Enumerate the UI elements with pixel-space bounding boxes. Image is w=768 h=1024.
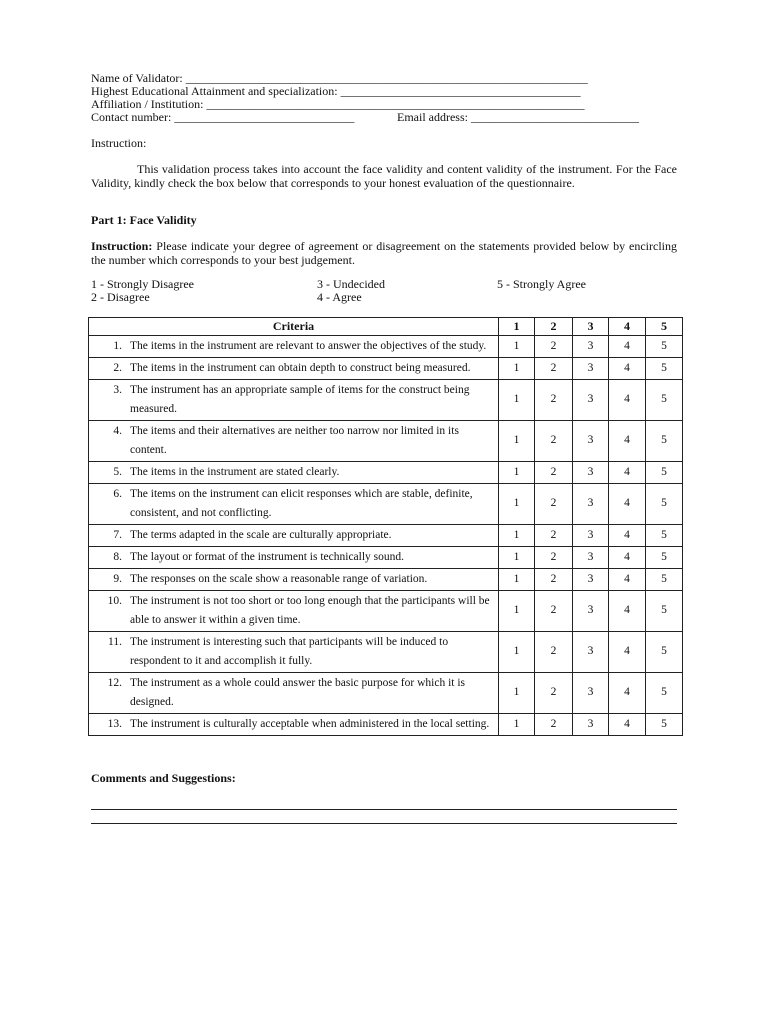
score-option-5[interactable]: 5 xyxy=(646,714,683,736)
score-option-2[interactable]: 2 xyxy=(535,714,573,736)
score-option-2[interactable]: 2 xyxy=(535,462,573,484)
score-option-2[interactable]: 2 xyxy=(535,569,573,591)
table-row xyxy=(89,525,683,547)
criteria-cell xyxy=(89,547,499,569)
score-option-3[interactable]: 3 xyxy=(573,484,609,525)
score-option-3[interactable]: 3 xyxy=(573,358,609,380)
score-option-2[interactable]: 2 xyxy=(535,358,573,380)
score-option-2[interactable]: 2 xyxy=(535,673,573,714)
scale-strongly-disagree: 1 - Strongly Disagree xyxy=(91,277,194,291)
score-option-4[interactable]: 4 xyxy=(609,484,646,525)
email-address-field[interactable]: Email address: ____________________________ xyxy=(397,110,639,124)
table-row xyxy=(89,358,683,380)
table-header-row xyxy=(89,318,683,336)
criteria-body xyxy=(89,336,683,736)
score-header-3: 3 xyxy=(573,318,609,336)
scale-strongly-agree: 5 - Strongly Agree xyxy=(497,277,586,291)
score-option-1[interactable]: 1 xyxy=(499,462,535,484)
comments-line-1[interactable] xyxy=(91,809,677,810)
score-option-1[interactable]: 1 xyxy=(499,569,535,591)
criteria-number: 3. xyxy=(113,384,122,396)
criteria-cell xyxy=(89,421,499,462)
criteria-cell xyxy=(89,569,499,591)
criteria-text: The responses on the scale show a reasonable range of variation. xyxy=(130,573,428,585)
validator-name-field[interactable]: Name of Validator: ___________________________________________________________________ xyxy=(91,71,588,85)
score-option-5[interactable]: 5 xyxy=(646,591,683,632)
criteria-cell xyxy=(89,673,499,714)
comments-title: Comments and Suggestions: xyxy=(91,771,236,785)
score-option-3[interactable]: 3 xyxy=(573,569,609,591)
score-option-5[interactable]: 5 xyxy=(646,569,683,591)
criteria-number: 12. xyxy=(107,677,122,689)
score-option-3[interactable]: 3 xyxy=(573,421,609,462)
score-option-2[interactable]: 2 xyxy=(535,547,573,569)
criteria-number: 13. xyxy=(107,718,122,730)
table-row xyxy=(89,336,683,358)
score-option-5[interactable]: 5 xyxy=(646,484,683,525)
score-option-1[interactable]: 1 xyxy=(499,484,535,525)
score-option-5[interactable]: 5 xyxy=(646,421,683,462)
criteria-text: The items in the instrument are relevant to answer the objectives of the study. xyxy=(130,340,487,352)
score-option-4[interactable]: 4 xyxy=(609,525,646,547)
score-option-2[interactable]: 2 xyxy=(535,421,573,462)
score-option-2[interactable]: 2 xyxy=(535,525,573,547)
criteria-text: The items on the instrument can elicit responses which are stable, definite, consistent, and not conflicting. xyxy=(130,488,473,519)
table-row xyxy=(89,591,683,632)
score-option-4[interactable]: 4 xyxy=(609,547,646,569)
criteria-number: 7. xyxy=(113,529,122,541)
score-option-2[interactable]: 2 xyxy=(535,336,573,358)
criteria-number: 5. xyxy=(113,466,122,478)
table-row xyxy=(89,547,683,569)
criteria-cell xyxy=(89,336,499,358)
criteria-text: The items and their alternatives are neither too narrow nor limited in its content. xyxy=(130,425,459,456)
table-row xyxy=(89,462,683,484)
criteria-cell xyxy=(89,358,499,380)
score-option-3[interactable]: 3 xyxy=(573,632,609,673)
criteria-cell xyxy=(89,714,499,736)
score-option-4[interactable]: 4 xyxy=(609,421,646,462)
table-row xyxy=(89,673,683,714)
criteria-text: The items in the instrument can obtain depth to construct being measured. xyxy=(130,362,471,374)
score-option-4[interactable]: 4 xyxy=(609,632,646,673)
score-option-2[interactable]: 2 xyxy=(535,632,573,673)
table-row xyxy=(89,421,683,462)
scale-legend-row-1 xyxy=(91,278,677,292)
score-header-4: 4 xyxy=(609,318,646,336)
table-row xyxy=(89,569,683,591)
table-row xyxy=(89,484,683,525)
score-option-1[interactable]: 1 xyxy=(499,358,535,380)
score-option-3[interactable]: 3 xyxy=(573,714,609,736)
score-option-1[interactable]: 1 xyxy=(499,421,535,462)
score-option-3[interactable]: 3 xyxy=(573,462,609,484)
part1-instruction-label: Instruction: xyxy=(91,239,153,253)
score-option-3[interactable]: 3 xyxy=(573,380,609,421)
scale-agree: 4 - Agree xyxy=(317,290,362,304)
score-option-3[interactable]: 3 xyxy=(573,525,609,547)
score-option-4[interactable]: 4 xyxy=(609,380,646,421)
criteria-cell xyxy=(89,525,499,547)
criteria-text: The items in the instrument are stated clearly. xyxy=(130,466,340,478)
score-option-5[interactable]: 5 xyxy=(646,673,683,714)
criteria-cell xyxy=(89,591,499,632)
score-option-4[interactable]: 4 xyxy=(609,569,646,591)
score-option-2[interactable]: 2 xyxy=(535,380,573,421)
criteria-text: The instrument as a whole could answer the basic purpose for which it is designed. xyxy=(130,677,466,708)
score-option-4[interactable]: 4 xyxy=(609,714,646,736)
criteria-number: 4. xyxy=(113,425,122,437)
criteria-text: The terms adapted in the scale are culturally appropriate. xyxy=(130,529,392,541)
score-option-1[interactable]: 1 xyxy=(499,673,535,714)
criteria-text: The instrument is interesting such that participants will be induced to respondent to it and accomplish it fully. xyxy=(130,636,449,667)
score-option-1[interactable]: 1 xyxy=(499,591,535,632)
criteria-number: 2. xyxy=(113,362,122,374)
score-option-1[interactable]: 1 xyxy=(499,714,535,736)
score-option-2[interactable]: 2 xyxy=(535,591,573,632)
score-option-1[interactable]: 1 xyxy=(499,547,535,569)
criteria-header: Criteria xyxy=(89,318,499,336)
score-option-4[interactable]: 4 xyxy=(609,358,646,380)
score-option-5[interactable]: 5 xyxy=(646,380,683,421)
education-field[interactable]: Highest Educational Attainment and specialization: ________________________________________ xyxy=(91,84,581,98)
score-option-2[interactable]: 2 xyxy=(535,484,573,525)
criteria-number: 10. xyxy=(107,595,122,607)
criteria-number: 9. xyxy=(113,573,122,585)
score-option-5[interactable]: 5 xyxy=(646,336,683,358)
contact-number-field[interactable]: Contact number: ______________________________ xyxy=(91,110,355,124)
table-row xyxy=(89,714,683,736)
intro-paragraph: This validation process takes into account the face validity and content validity of the instrument. For the Face Validity, kindly check the box below that corresponds to your honest evaluation of the questionnaire. xyxy=(91,162,677,190)
score-header-2: 2 xyxy=(535,318,573,336)
affiliation-field[interactable]: Affiliation / Institution: _______________________________________________________________ xyxy=(91,97,585,111)
score-option-3[interactable]: 3 xyxy=(573,673,609,714)
table-row xyxy=(89,380,683,421)
score-option-3[interactable]: 3 xyxy=(573,591,609,632)
score-option-1[interactable]: 1 xyxy=(499,380,535,421)
score-option-5[interactable]: 5 xyxy=(646,525,683,547)
scale-legend-row-2 xyxy=(91,291,677,305)
part1-title: Part 1: Face Validity xyxy=(91,213,197,227)
scale-undecided: 3 - Undecided xyxy=(317,277,385,291)
criteria-text: The instrument has an appropriate sample of items for the construct being measured. xyxy=(130,384,470,415)
part1-instruction-text: Please indicate your degree of agreement or disagreement on the statements provided below by encircling the number which corresponds to your best judgement. xyxy=(91,239,677,267)
score-option-1[interactable]: 1 xyxy=(499,525,535,547)
score-option-4[interactable]: 4 xyxy=(609,462,646,484)
criteria-text: The instrument is not too short or too long enough that the participants will be able to answer it within a given time. xyxy=(130,595,490,626)
score-header-1: 1 xyxy=(499,318,535,336)
criteria-text: The layout or format of the instrument is technically sound. xyxy=(130,551,405,563)
score-option-3[interactable]: 3 xyxy=(573,547,609,569)
score-option-5[interactable]: 5 xyxy=(646,462,683,484)
criteria-cell xyxy=(89,632,499,673)
score-option-3[interactable]: 3 xyxy=(573,336,609,358)
score-option-5[interactable]: 5 xyxy=(646,358,683,380)
score-option-4[interactable]: 4 xyxy=(609,591,646,632)
criteria-number: 11. xyxy=(108,636,122,648)
score-header-5: 5 xyxy=(646,318,683,336)
criteria-number: 6. xyxy=(113,488,122,500)
comments-line-2[interactable] xyxy=(91,823,677,824)
criteria-cell xyxy=(89,380,499,421)
score-option-1[interactable]: 1 xyxy=(499,632,535,673)
instruction-label: Instruction: xyxy=(91,136,147,150)
criteria-cell xyxy=(89,484,499,525)
criteria-text: The instrument is culturally acceptable when administered in the local setting. xyxy=(130,718,490,730)
criteria-number: 8. xyxy=(113,551,122,563)
face-validity-table xyxy=(88,317,683,736)
scale-disagree: 2 - Disagree xyxy=(91,290,150,304)
score-option-1[interactable]: 1 xyxy=(499,336,535,358)
score-option-5[interactable]: 5 xyxy=(646,632,683,673)
score-option-4[interactable]: 4 xyxy=(609,673,646,714)
criteria-cell xyxy=(89,462,499,484)
score-option-5[interactable]: 5 xyxy=(646,547,683,569)
table-row xyxy=(89,632,683,673)
score-option-4[interactable]: 4 xyxy=(609,336,646,358)
part1-instruction xyxy=(91,240,677,268)
criteria-number: 1. xyxy=(113,340,122,352)
